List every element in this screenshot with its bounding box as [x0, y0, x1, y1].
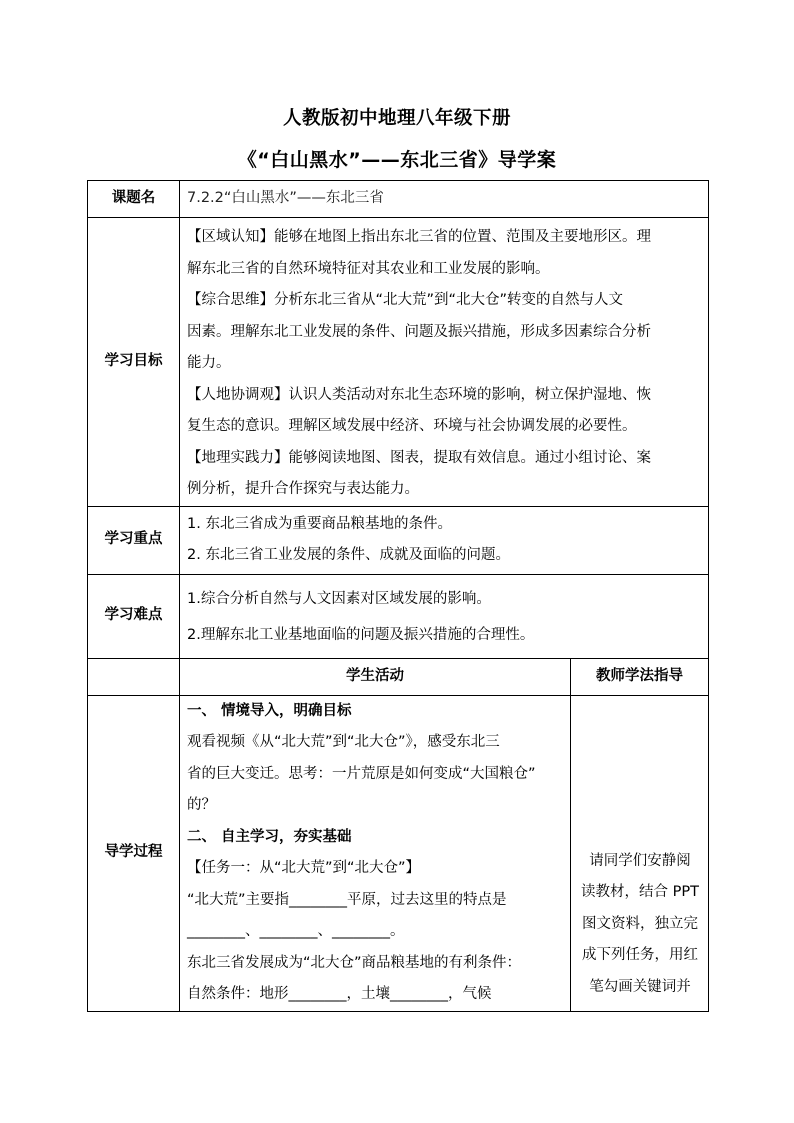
difficulties-label: 学习难点 — [88, 574, 180, 658]
activity-line: 的？ — [187, 797, 216, 813]
goals-line: 【区域认知】能够在地图上指出东北三省的位置、范围及主要地形区。理 — [187, 229, 651, 245]
goals-line: 【人地协调观】认识人类活动对东北生态环境的影响，树立保护湿地、恢 — [187, 386, 651, 403]
activity-header-row — [88, 658, 709, 695]
fill-blank-line: ________、________、________。 — [187, 923, 405, 939]
goals-label: 学习目标 — [88, 218, 180, 507]
process-label: 导学过程 — [88, 695, 180, 1011]
topic-value: 7.2.2“白山黑水”——东北三省 — [180, 181, 709, 218]
key-points-label: 学习重点 — [88, 506, 180, 574]
guidance-line: 成下列任务，用红 — [582, 947, 698, 963]
key-points-row — [88, 506, 709, 574]
section-heading: 二、 自主学习，夯实基础 — [187, 828, 352, 845]
guidance-line: 请同学们安静阅 — [589, 852, 691, 869]
process-row — [88, 695, 709, 1011]
key-point-line: 1. 东北三省成为重要商品粮基地的条件。 — [187, 515, 452, 532]
fill-blank-line: 自然条件：地形________，土壤________，气候 — [187, 986, 492, 1002]
difficulties-content — [180, 574, 709, 658]
difficulties-row — [88, 574, 709, 658]
goals-content — [180, 218, 709, 507]
goals-line: 【综合思维】分析东北三省从“北大荒”到“北大仓”转变的自然与人文 — [187, 292, 624, 308]
goals-line: 能力。 — [187, 355, 231, 371]
lesson-plan-table — [87, 180, 709, 1012]
fill-blank-line: “北大荒”主要指________平原，过去这里的特点是 — [187, 891, 507, 908]
topic-row — [88, 181, 709, 218]
guidance-line: 笔勾画关键词并 — [589, 978, 691, 995]
key-points-content — [180, 506, 709, 574]
goals-line: 因素。理解东北工业发展的条件、问题及振兴措施，形成多因素综合分析 — [187, 323, 651, 340]
difficulty-line: 2.理解东北工业基地面临的问题及振兴措施的合理性。 — [187, 626, 535, 643]
activity-line: 东北三省发展成为“北大仓”商品粮基地的有利条件： — [187, 954, 522, 971]
activity-line: 省的巨大变迁。思考：一片荒原是如何变成“大国粮仓” — [187, 765, 536, 782]
goals-line: 解东北三省的自然环境特征对其农业和工业发展的影响。 — [187, 260, 550, 277]
goals-row — [88, 218, 709, 507]
header-empty-cell — [88, 658, 180, 695]
student-activity-content — [180, 695, 571, 1011]
task-heading: 【任务一：从“北大荒”到“北大仓”】 — [187, 860, 421, 876]
teacher-guidance-content — [571, 695, 709, 1011]
goals-line: 例分析，提升合作探究与表达能力。 — [187, 481, 419, 497]
section-heading: 一、 情境导入，明确目标 — [187, 702, 352, 719]
difficulty-line: 1.综合分析自然与人文因素对区域发展的影响。 — [187, 590, 491, 607]
goals-line: 【地理实践力】能够阅读地图、图表，提取有效信息。通过小组讨论、案 — [187, 449, 651, 466]
guidance-line: 读教材，结合 PPT — [581, 884, 699, 900]
document-title: 人教版初中地理八年级下册 — [282, 108, 511, 129]
document-subtitle: 《“白山黑水”——东北三省》导学案 — [237, 149, 557, 171]
activity-line: 观看视频《从“北大荒”到“北大仓”》，感受东北三 — [187, 734, 500, 750]
student-activity-header: 学生活动 — [180, 658, 571, 695]
topic-label: 课题名 — [88, 181, 180, 218]
guidance-line: 图文资料，独立完 — [582, 915, 698, 932]
goals-line: 复生态的意识。理解区域发展中经济、环境与社会协调发展的必要性。 — [187, 418, 637, 434]
key-point-line: 2. 东北三省工业发展的条件、成就及面临的问题。 — [187, 547, 510, 563]
teacher-guidance-header: 教师学法指导 — [571, 658, 709, 695]
